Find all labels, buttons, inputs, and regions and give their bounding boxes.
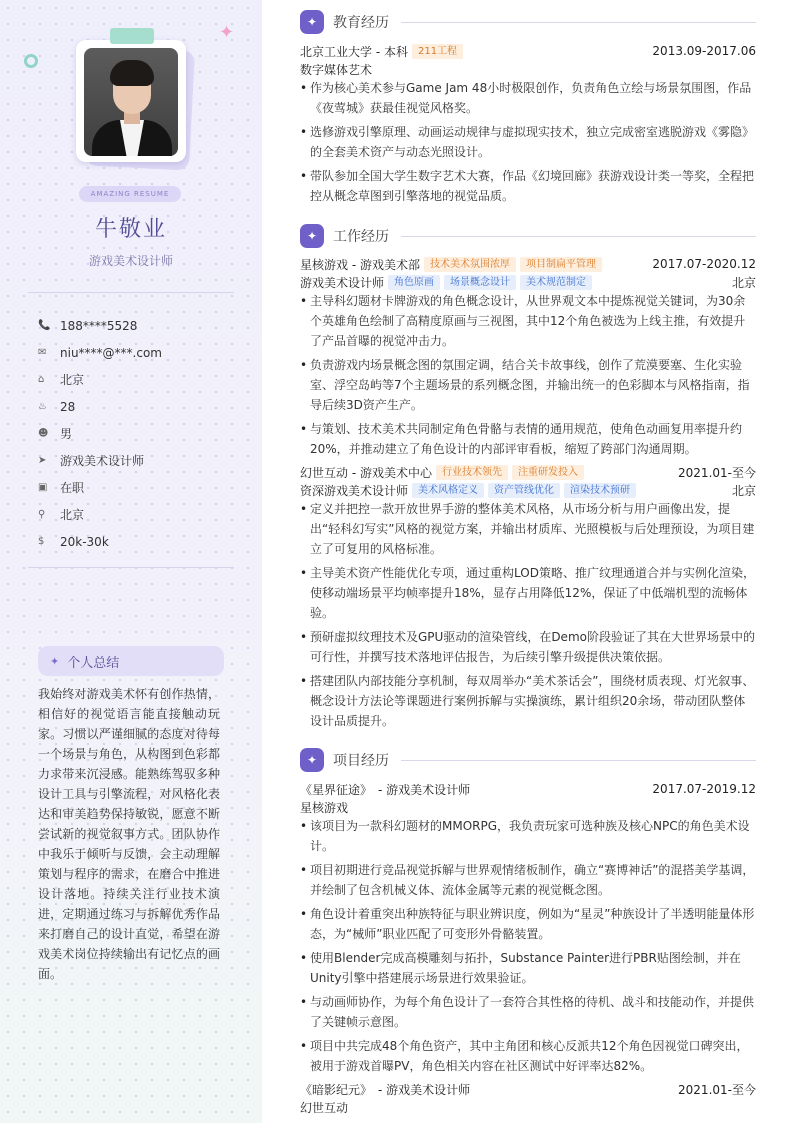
skill-tag: 美术风格定义	[412, 483, 484, 498]
divider	[28, 567, 234, 568]
skill-tag: 角色原画	[388, 275, 440, 290]
sparkle-icon: ✦	[300, 748, 324, 772]
skill-tag: 资产管线优化	[488, 483, 560, 498]
summary-header: ✦ 个人总结	[38, 646, 224, 676]
contact-email: ✉ niu****@***.com	[38, 345, 162, 360]
company-tag: 技术美术氛围浓厚	[424, 257, 516, 272]
section-work-header: ✦ 工作经历	[300, 224, 756, 248]
education-bullet: • 作为核心美术参与Game Jam 48小时极限创作，负责角色立绘与场景氛围图，作品《夜莺城》获最佳视觉风格奖。	[300, 78, 756, 118]
work-bullet: • 定义并把控一款开放世界手游的整体美术风格，从市场分析与用户画像出发，提出“轻科幻写实”风格的视觉方案，并输出材质库、光照模板与后处理预设，为项目建立了可复用的风格标准。	[300, 499, 756, 559]
project-company-row	[300, 798, 756, 816]
project-entry-header	[300, 1080, 756, 1098]
work-date: 2017.07-2020.12	[652, 257, 756, 271]
briefcase-icon: ▣	[38, 482, 48, 493]
education-date: 2013.09-2017.06	[652, 44, 756, 58]
education-bullet: • 选修游戏引擎原理、动画运动规律与虚拟现实技术，独立完成密室逃脱游戏《雾隐》的全套美术资产与动态光照设计。	[300, 122, 756, 162]
contact-list	[38, 312, 238, 555]
project-bullet: • 使用Blender完成高模雕刻与拓扑，Substance Painter进行PBR贴图绘制，并在Unity引擎中搭建展示场景进行效果验证。	[300, 948, 756, 988]
work-bullet: • 与策划、技术美术共同制定角色骨骼与表情的通用规范，使角色动画复用率提升约20%，并推动建立了角色设计的内部评审看板，缩短了跨部门沟通周期。	[300, 419, 756, 459]
email-icon: ✉	[38, 347, 47, 358]
section-education-header: ✦ 教育经历	[300, 10, 756, 34]
divider	[28, 292, 234, 293]
project-role: - 游戏美术设计师	[378, 782, 471, 797]
contact-target-role: ➤ 游戏美术设计师	[38, 454, 145, 468]
company-name: 星核游戏 - 游戏美术部	[300, 257, 420, 272]
work-bullet: • 搭建团队内部技能分享机制，每双周举办“美术茶话会”，围绕材质表现、灯光叙事、概念设计方法论等课题进行案例拆解与实操演练，累计组织20余场，带动团队整体设计品质提升。	[300, 671, 756, 731]
section-divider	[401, 760, 756, 761]
sparkle-icon: ✦	[50, 654, 60, 668]
phone-icon: 📞	[38, 320, 51, 331]
company-tag: 行业技术领先	[436, 465, 508, 480]
project-bullet: • 项目中共完成48个角色资产，其中主角团和核心反派共12个角色因视觉口碑突出，被用于游戏首曝PV，角色相关内容在社区测试中好评率达82%。	[300, 1036, 756, 1076]
work-position-row	[300, 481, 756, 499]
section-projects-header: ✦ 项目经历	[300, 748, 756, 772]
contact-gender: ☻ 男	[38, 427, 73, 441]
company-tag: 项目制扁平管理	[520, 257, 602, 272]
major: 数字媒体艺术	[300, 62, 373, 77]
contact-status: ▣ 在职	[38, 481, 85, 495]
resume-badge: AMAZING RESUME	[79, 186, 181, 202]
project-date: 2017.07-2019.12	[652, 782, 756, 796]
work-city: 北京	[731, 483, 756, 498]
work-date: 2021.01-至今	[678, 465, 756, 480]
contact-hometown: ⌂ 北京	[38, 373, 85, 387]
candidate-name: 牛敬业	[94, 217, 167, 242]
sparkle-decoration-icon: ✦	[219, 22, 235, 43]
ring-decoration-icon	[24, 54, 38, 68]
sparkle-icon: ✦	[300, 224, 324, 248]
project-bullet: • 角色设计着重突出种族特征与职业辨识度，例如为“星灵”种族设计了半透明能量体形态，为“械师”职业匹配了可变形外骨骼装置。	[300, 904, 756, 944]
avatar	[84, 48, 178, 156]
skill-tag: 场景概念设计	[444, 275, 516, 290]
position-title: 游戏美术设计师	[300, 275, 385, 290]
home-icon: ⌂	[38, 374, 45, 385]
project-bullet: • 项目初期进行竞品视觉拆解与世界观情绪板制作，确立“赛博神话”的混搭美学基调，并绘制了包含机械义体、流体金属等元素的视觉概念图。	[300, 860, 756, 900]
project-bullet: • 该项目为一款科幻题材的MMORPG，我负责玩家可选种族及核心NPC的角色美术设计。	[300, 816, 756, 856]
contact-age: ♨ 28	[38, 399, 76, 414]
skill-tag: 美术规范制定	[520, 275, 592, 290]
project-company: 星核游戏	[300, 800, 349, 815]
contact-salary: $ 20k-30k	[38, 534, 109, 549]
project-bullet: • 与动画师协作，为每个角色设计了一套符合其性格的待机、战斗和技能动作，并提供了关键帧示意图。	[300, 992, 756, 1032]
education-entry-header	[300, 42, 756, 60]
profile-photo-card	[76, 36, 190, 166]
project-name: 《星界征途》	[300, 782, 373, 797]
work-bullet: • 预研虚拟纹理技术及GPU驱动的渲染管线，在Demo阶段验证了其在大世界场景中的可行性，并撰写技术落地评估报告，为后续引擎升级提供决策依据。	[300, 627, 756, 667]
company-name: 幻世互动 - 游戏美术中心	[300, 465, 432, 480]
contact-phone: 📞 188****5528	[38, 318, 138, 333]
project-company-row	[300, 1098, 756, 1116]
company-tag: 注重研发投入	[512, 465, 584, 480]
education-major-row	[300, 60, 756, 78]
section-divider	[401, 22, 756, 23]
sidebar	[0, 0, 262, 1123]
send-icon: ➤	[38, 455, 47, 466]
candidate-role: 游戏美术设计师	[88, 254, 173, 268]
work-position-row	[300, 273, 756, 291]
work-bullet: • 主导美术资产性能优化专项，通过重构LOD策略、推广纹理通道合并与实例化渲染，使移动端场景平均帧率提升18%，显存占用降低12%，保证了中低端机型的流畅体验。	[300, 563, 756, 623]
project-role: - 游戏美术设计师	[378, 1082, 471, 1097]
contact-location: ⚲ 北京	[38, 508, 85, 522]
school-tag: 211工程	[412, 44, 463, 59]
summary-text: 我始终对游戏美术怀有创作热情，相信好的视觉语言能直接触动玩家。习惯以严谨细腻的态度对待每一个场景与角色，从构图到色彩都力求带来沉浸感。能熟练驾驭多种设计工具与引擎流程，对风格化表达和审美趋势保持敏锐，愿意不断尝试新的视觉叙事方式。团队协作中我乐于倾听与反馈，会主动理解策划与程序的需求，在磨合中推进设计落地。持续关注行业技术演进，定期通过练习与拆解优秀作品来打磨自己的设计直觉，希望在游戏美术岗位持续输出有记忆点的画面。	[38, 687, 220, 981]
project-entry-header	[300, 780, 756, 798]
project-date: 2021.01-至今	[678, 1082, 756, 1097]
work-entry-header	[300, 255, 756, 273]
school-name: 北京工业大学 - 本科	[300, 44, 408, 59]
location-icon: ⚲	[38, 509, 46, 520]
gender-icon: ☻	[38, 428, 49, 439]
project-name: 《暗影纪元》	[300, 1082, 373, 1097]
project-company: 幻世互动	[300, 1100, 349, 1115]
salary-icon: $	[38, 536, 45, 547]
position-title: 资深游戏美术设计师	[300, 483, 409, 498]
work-bullet: • 主导科幻题材卡牌游戏的角色概念设计，从世界观文本中提炼视觉关键词，为30余个英雄角色绘制了高精度原画与三视图，其中12个角色被选为上线主推，有效提升了产品首曝的视觉冲击力。	[300, 291, 756, 351]
sparkle-icon: ✦	[300, 10, 324, 34]
section-divider	[401, 236, 756, 237]
education-bullet: • 带队参加全国大学生数字艺术大赛，作品《幻境回廊》获游戏设计类一等奖，全程把控从概念草图到引擎落地的视觉品质。	[300, 166, 756, 206]
work-city: 北京	[731, 275, 756, 290]
tape-decoration	[110, 28, 154, 44]
work-bullet: • 负责游戏内场景概念图的氛围定调，结合关卡故事线，创作了荒漠要塞、生化实验室、浮空岛屿等7个主题场景的系列概念图，并输出统一的色彩脚本与风格指南，指导后续3D资产生产。	[300, 355, 756, 415]
skill-tag: 渲染技术预研	[564, 483, 636, 498]
work-entry-header	[300, 463, 756, 481]
cake-icon: ♨	[38, 401, 47, 412]
